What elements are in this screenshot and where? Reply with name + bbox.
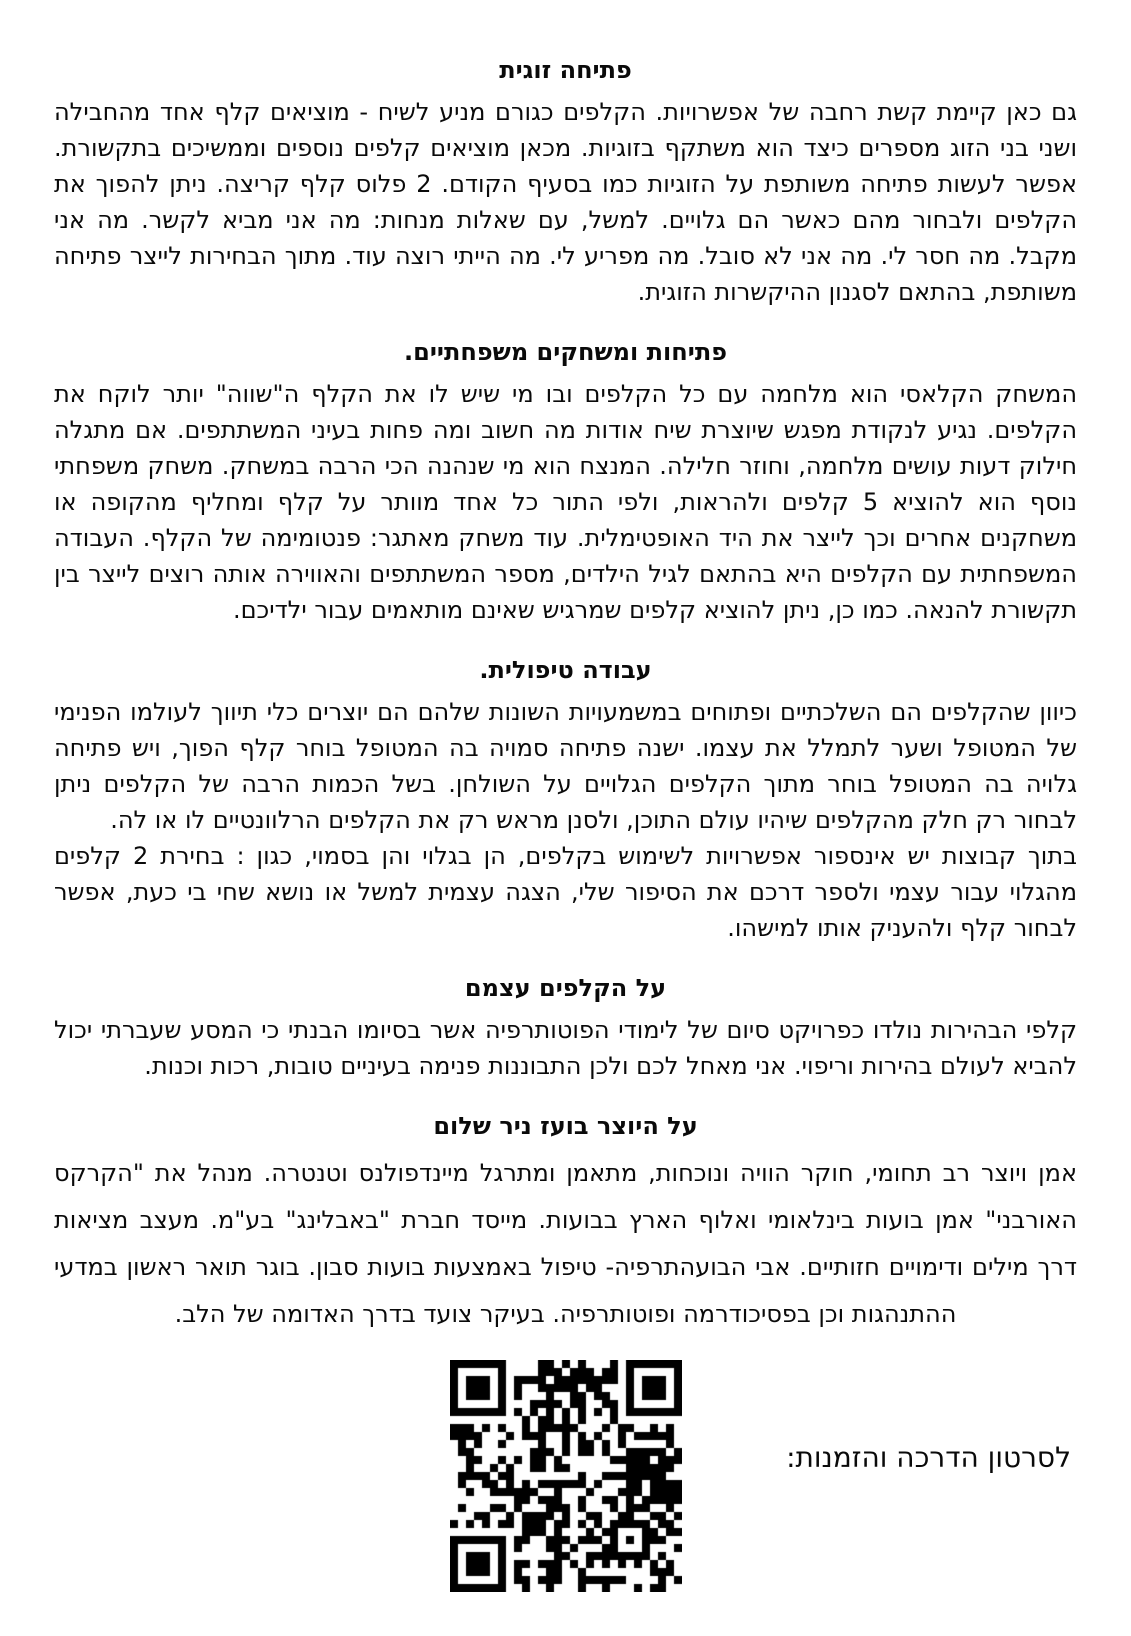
- paragraph-therapeutic-work-groups: בתוך קבוצות יש אינספור אפשרויות לשימוש בקלפים, הן בגלוי והן בסמוי, כגון : בחירת 2 קלפים מהגלוי עבור עצמי ולספר דרכם את הסיפור שלי, הצגה עצמית למשל או נושא שחי בי כעת, אפשר לבחור קלף ולהעניק אותו למישהו.: [54, 842, 1077, 942]
- paragraph-couple-opening: גם כאן קיימת קשת רחבה של אפשרויות. הקלפים כגורם מניע לשיח - מוציאים קלף אחד מהחבילה ושני בני הזוג מספרים כיצד הוא משתקף בזוגיות. מכאן מוציאים קלפים נוספים וממשיכים בתקשורת. אפשר לעשות פתיחה משותפת על הזוגיות כמו בסעיף הקודם. 2 פלוס קלף קריצה. ניתן להפוך את הקלפים ולבחור מהם כאשר הם גלויים. למשל, עם שאלות מנחות: מה אני מביא לקשר. מה אני מקבל. מה חסר לי. מה אני לא סובל. מה מפריע לי. מה הייתי רוצה עוד. מתוך הבחירות לייצר פתיחה משותפת, בהתאם לסגנון ההיקשרות הזוגית.: [54, 98, 1077, 306]
- paragraph-family-games: המשחק הקלאסי הוא מלחמה עם כל הקלפים ובו מי שיש לו את הקלף ה"שווה" יותר לוקח את הקלפים. נגיע לנקודת מפגש שיוצרת שיח אודות מה חשוב ומה פחות בעיני המשתתפים. אם מתגלה חילוק דעות עושים מלחמה, וחוזר חלילה. המנצח הוא מי שנהנה הכי הרבה במשחק. משחק משפחתי נוסף הוא להוציא 5 קלפים ולהראות, ולפי התור כל אחד מוותר על קלף ומחליף מהקופה או משחקנים אחרים וכך לייצר את היד האופטימלית. עוד משחק מאתגר: פנטומימה של הקלף. העבודה המשפחתית עם הקלפים היא בהתאם לגיל הילדים, מספר המשתתפים והאווירה אותה רוצים לייצר בין תקשורת להנאה. כמו כן, ניתן להוציא קלפים שמרגיש שאינם מותאמים עבור ילדיכם.: [54, 380, 1077, 624]
- heading-about-cards: על הקלפים עצמם: [464, 974, 667, 1002]
- section-therapeutic-work: [54, 654, 1077, 946]
- section-couple-opening: [54, 54, 1077, 310]
- heading-family-games: פתיחות ומשחקים משפחתיים.: [403, 338, 727, 366]
- section-about-cards: [54, 972, 1077, 1084]
- section-about-creator: [54, 1110, 1077, 1338]
- qr-section: [54, 1360, 1077, 1612]
- section-family-games: [54, 336, 1077, 628]
- heading-about-creator: על היוצר בועז ניר שלום: [433, 1112, 698, 1140]
- qr-caption: לסרטון הדרכה והזמנות:: [786, 1441, 1071, 1474]
- qr-code-icon: [450, 1360, 682, 1592]
- paragraph-therapeutic-work-individual: כיוון שהקלפים הם השלכתיים ופתוחים במשמעויות השונות שלהם הם יוצרים כלי תיווך לעולמו הפנימי של המטופל ושער לתמלל את עצמו. ישנה פתיחה סמויה בה המטופל בוחר קלף הפוך, ויש פתיחה גלויה בה המטופל בוחר מתוך הקלפים הגלויים על השולחן. בשל הכמות הרבה של הקלפים ניתן לבחור רק חלק מהקלפים שיהיו עולם התוכן, ולסנן מראש רק את הקלפים הרלוונטיים לו או לה.: [54, 698, 1077, 834]
- paragraph-about-cards: קלפי הבהירות נולדו כפרויקט סיום של לימודי הפוטותרפיה אשר בסיומו הבנתי כי המסע שעברתי יכול להביא לעולם בהירות וריפוי. אני מאחל לכם ולכן התבוננות פנימה בעיניים טובות, רכות וכנות.: [54, 1016, 1077, 1080]
- heading-couple-opening: פתיחה זוגית: [499, 56, 632, 84]
- heading-therapeutic-work: עבודה טיפולית.: [479, 656, 652, 684]
- paragraph-about-creator: אמן ויוצר רב תחומי, חוקר הוויה ונוכחות, מתאמן ומתרגל מיינדפולנס וטנטרה. מנהל את "הקרקס האורבני" אמן בועות בינלאומי ואלוף הארץ בבועות. מייסד חברת "באבלינג" בע"מ. מעצב מציאות דרך מילים ודימויים חזותיים. אבי הבועהתרפיה- טיפול באמצעות בועות סבון. בוגר תואר ראשון במדעי ההתנהגות וכן בפסיכודרמה ופוטותרפיה. בעיקר צועד בדרך האדומה של הלב.: [54, 1159, 1077, 1328]
